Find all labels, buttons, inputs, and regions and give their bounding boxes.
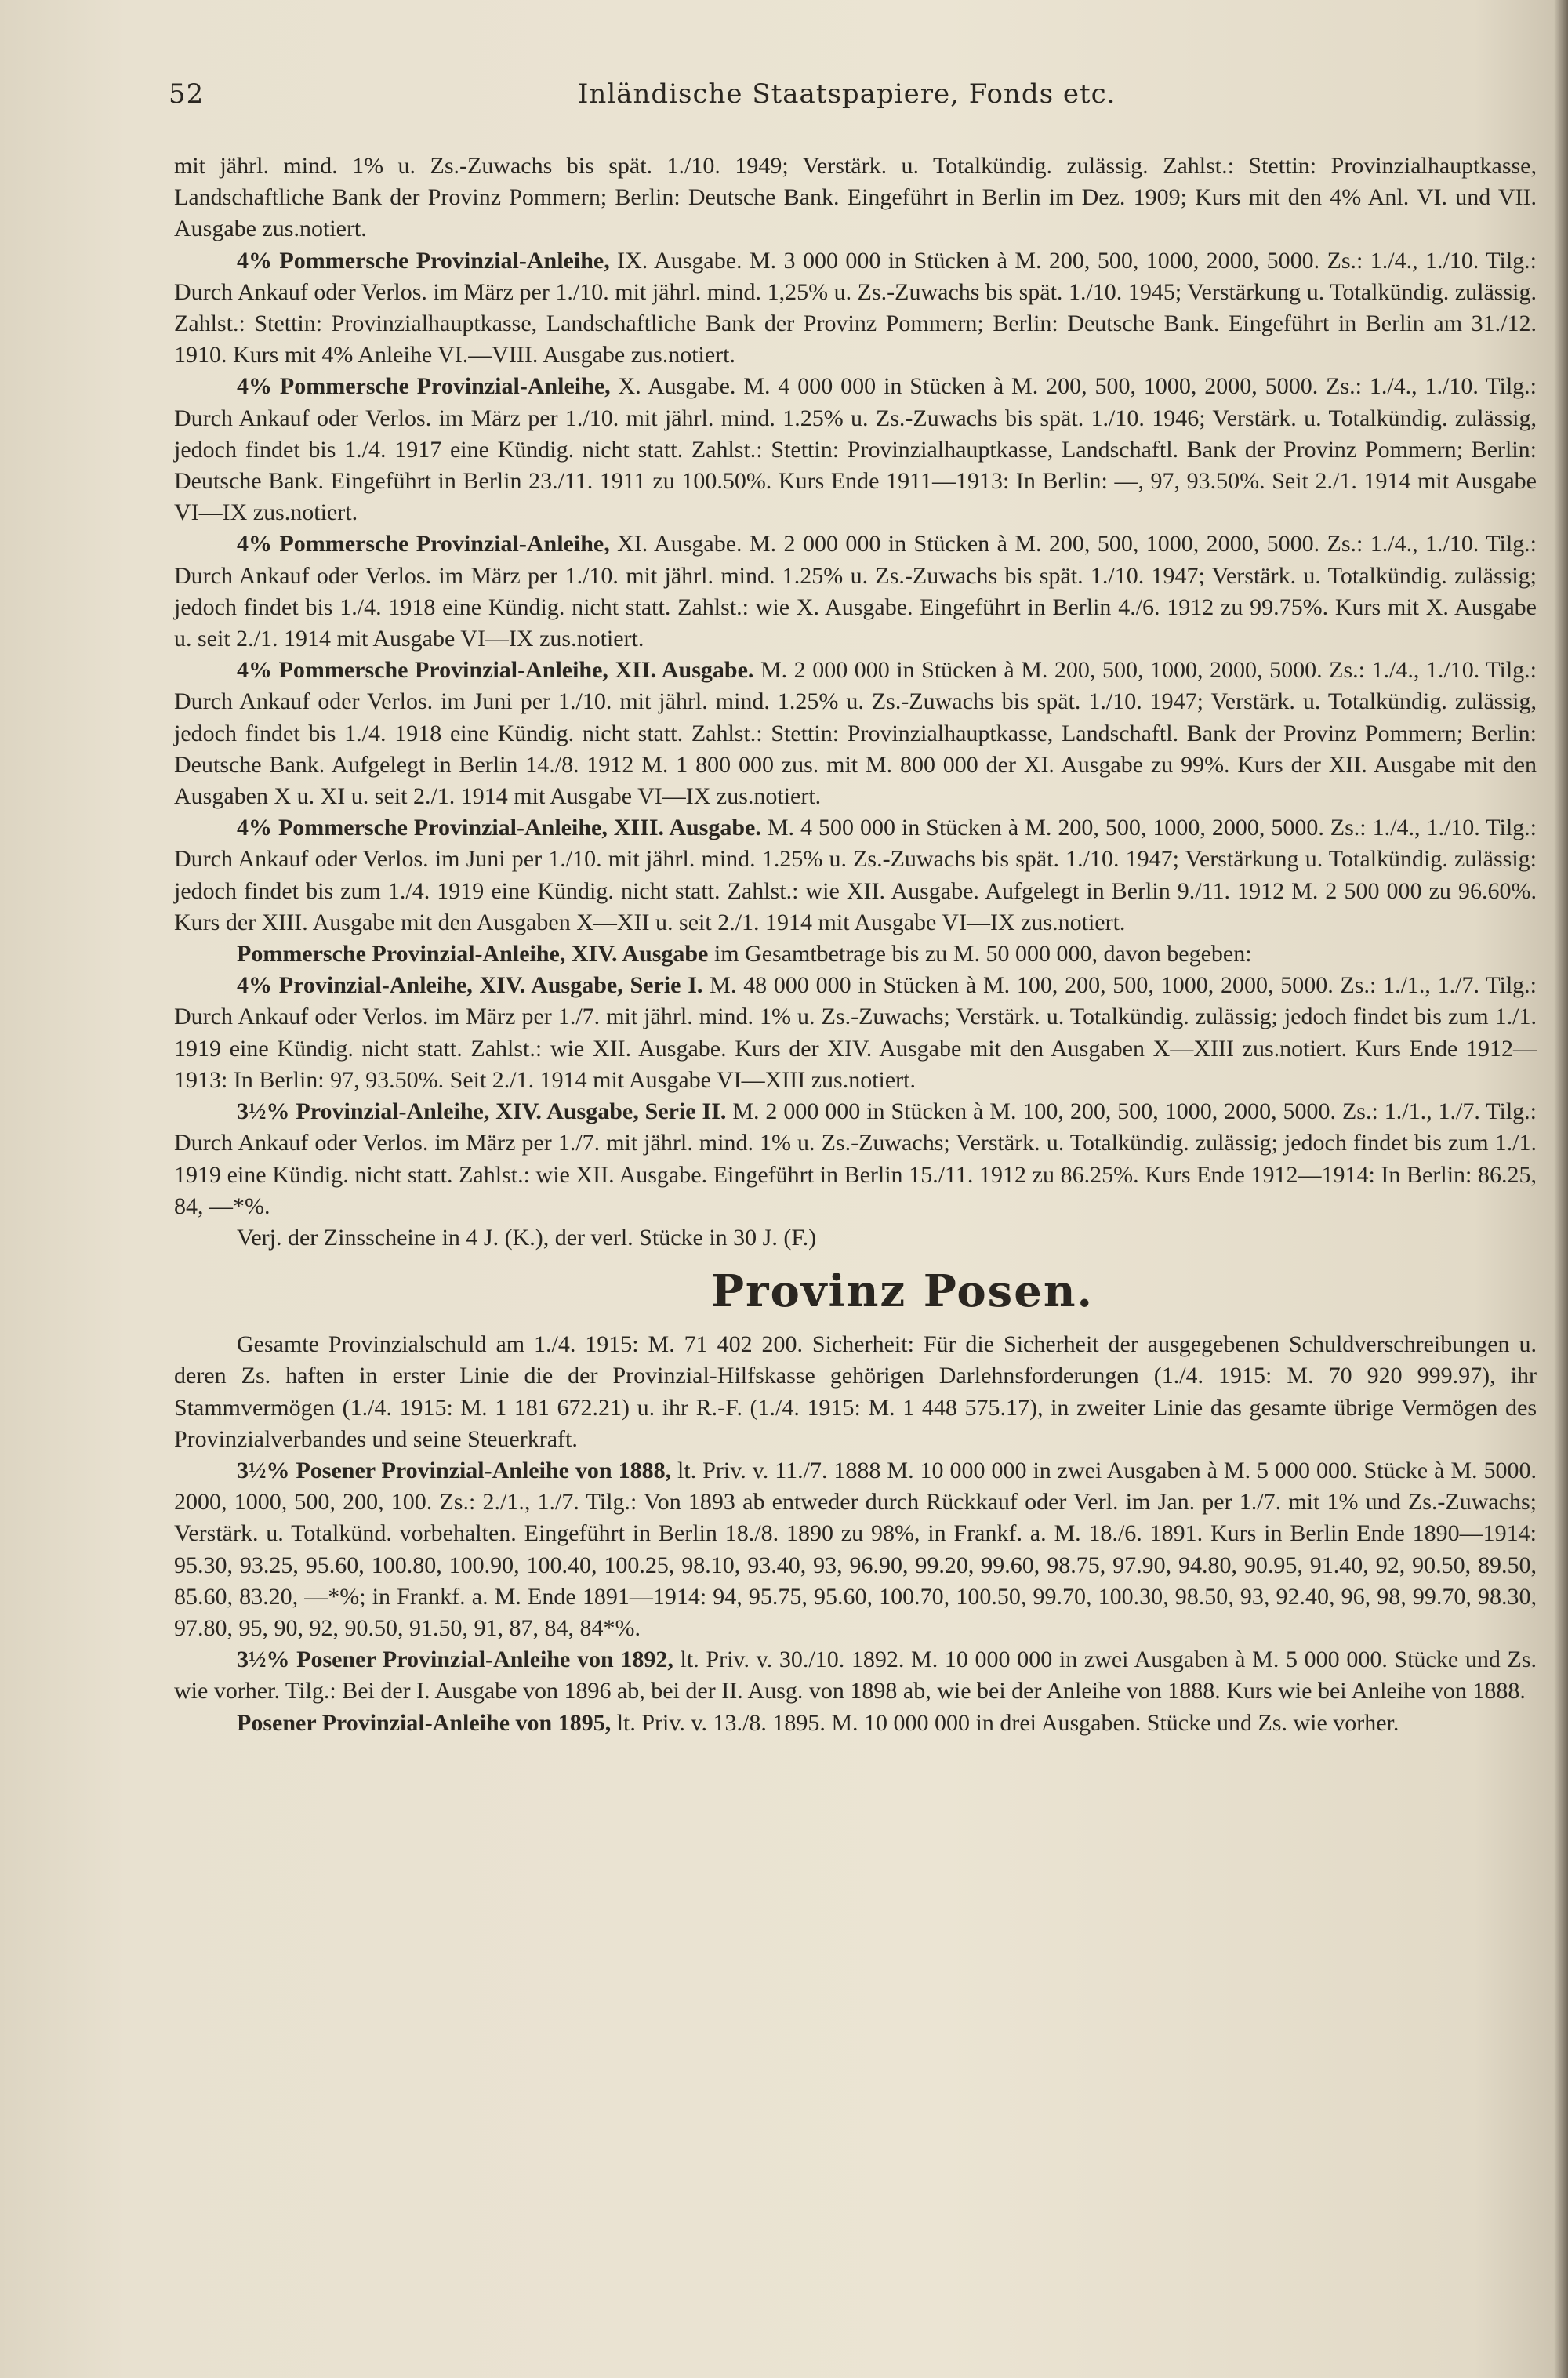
posen-anleihe-1895: Posener Provinzial-Anleihe von 1895, lt. Priv. v. 13./8. 1895. M. 10 000 000 in drei Ausgaben. Stücke und Zs. wie vorher.: [237, 1709, 1399, 1736]
running-header: [169, 72, 1541, 119]
paragraph-continuation: mit jährl. mind. 1% u. Zs.-Zuwachs bis spät. 1./10. 1949; Verstärk. u. Totalkündig. zulässig. Zahlst.: Stettin: Provinzialhauptkasse, Landschaftliche Bank der Provinz Pommern; Berlin: Deutsche Bank. Eingeführt in Berlin im Dez. 1909; Kurs mit den 4% Anl. VI. und VII. Ausgabe zus.notiert.: [174, 153, 1537, 242]
entry-ix: 4% Pommersche Provinzial-Anleihe, IX. Ausgabe. M. 3 000 000 in Stücken à M. 200, 500, 1000, 2000, 5000. Zs.: 1./4., 1./10. Tilg.: Durch Ankauf oder Verlos. im März per 1./10. mit jährl. mind. 1,25% u. Zs.-Zuwachs bis spät. 1./10. 1945; Verstärkung u. Totalkündig. zulässig. Zahlst.: Stettin: Provinzialhauptkasse, Landschaftliche Bank der Provinz Pommern; Berlin: Deutsche Bank. Eingeführt in Berlin am 31./12. 1910. Kurs mit 4% Anleihe VI.—VIII. Ausgabe zus.notiert.: [174, 247, 1537, 368]
page-body: [174, 151, 1537, 1739]
entry-xiii: 4% Pommersche Provinzial-Anleihe, XIII. Ausgabe. M. 4 500 000 in Stücken à M. 200, 500, 1000, 2000, 5000. Zs.: 1./4., 1./10. Tilg.: Durch Ankauf oder Verlos. im Juni per 1./10. mit jährl. mind. 1.25% u. Zs.-Zuwachs bis spät. 1./10. 1947; Verstärkung u. Totalkündig. zulässig: jedoch findet bis zum 1./4. 1919 eine Kündig. nicht statt. Zahlst.: wie XII. Ausgabe. Aufgelegt in Berlin 9./11. 1912 M. 2 500 000 zu 96.60%. Kurs der XIII. Ausgabe mit den Ausgaben X—XII u. seit 2./1. 1914 mit Ausgabe VI—IX zus.notiert.: [174, 815, 1537, 935]
page-edge-shadow: [1554, 0, 1568, 2378]
entry-x: 4% Pommersche Provinzial-Anleihe, X. Ausgabe. M. 4 000 000 in Stücken à M. 200, 500, 1000, 2000, 5000. Zs.: 1./4., 1./10. Tilg.: Durch Ankauf oder Verlos. im März per 1./10. mit jährl. mind. 1.25% u. Zs.-Zuwachs bis spät. 1./10. 1946; Verstärk. u. Totalkündig. zulässig, jedoch findet bis 1./4. 1917 eine Kündig. nicht statt. Zahlst.: Stettin: Provinzialhauptkasse, Landschaftl. Bank der Provinz Pommern; Berlin: Deutsche Bank. Eingeführt in Berlin 23./11. 1911 zu 100.50%. Kurs Ende 1911—1913: In Berlin: —, 97, 93.50%. Seit 2./1. 1914 mit Ausgabe VI—IX zus.notiert.: [174, 373, 1537, 526]
entry-xiv-serie-1: 4% Provinzial-Anleihe, XIV. Ausgabe, Serie I. M. 48 000 000 in Stücken à M. 100, 200, 500, 1000, 2000, 5000. Zs.: 1./1., 1./7. Tilg.: Durch Ankauf oder Verlos. im März per 1./7. mit jährl. mind. 1% u. Zs.-Zuwachs; Verstärk. u. Totalkündig. zulässig; jedoch findet bis zum 1./1. 1919 eine Kündig. nicht statt. Zahlst.: wie XII. Ausgabe. Kurs der XIV. Ausgabe mit den Ausgaben X—XIII zus.notiert. Kurs Ende 1912—1913: In Berlin: 97, 93.50%. Seit 2./1. 1914 mit Ausgabe VI—XIII zus.notiert.: [174, 972, 1537, 1093]
running-title: Inländische Staatspapiere, Fonds etc.: [578, 78, 1116, 110]
posen-anleihe-1888: 3½% Posener Provinzial-Anleihe von 1888, lt. Priv. v. 11./7. 1888 M. 10 000 000 in zwei Ausgaben à M. 5 000 000. Stücke à M. 5000. 2000, 1000, 500, 200, 100. Zs.: 2./1., 1./7. Tilg.: Von 1893 ab entweder durch Rückkauf oder Verl. im Jan. per 1./7. mit 1% und Zs.-Zuwachs; Verstärk. u. Totalkünd. vorbehalten. Eingeführt in Berlin 18./8. 1890 zu 98%, in Frankf. a. M. 18./6. 1891. Kurs in Berlin Ende 1890—1914: 95.30, 93.25, 95.60, 100.80, 100.90, 100.40, 100.25, 98.10, 93.40, 93, 96.90, 99.20, 99.60, 98.75, 97.90, 94.80, 90.95, 91.40, 92, 90.50, 89.50, 85.60, 83.20, —*%; in Frankf. a. M. Ende 1891—1914: 94, 95.75, 95.60, 100.70, 100.50, 99.70, 100.30, 98.50, 93, 92.40, 96, 98, 99.70, 98.30, 97.80, 95, 90, 92, 90.50, 91.50, 91, 87, 84, 84*%.: [174, 1457, 1537, 1641]
entry-xii: 4% Pommersche Provinzial-Anleihe, XII. Ausgabe. M. 2 000 000 in Stücken à M. 200, 500, 1000, 2000, 5000. Zs.: 1./4., 1./10. Tilg.: Durch Ankauf oder Verlos. im Juni per 1./10. mit jährl. mind. 1.25% u. Zs.-Zuwachs bis spät. 1./10. 1947; Verstärk. u. Totalkündig. zulässig, jedoch findet bis 1./4. 1918 eine Kündig. nicht statt. Zahlst.: Stettin: Provinzialhauptkasse, Landschaftl. Bank der Provinz Pommern; Berlin: Deutsche Bank. Aufgelegt in Berlin 14./8. 1912 M. 1 800 000 zus. mit M. 800 000 der XI. Ausgabe zu 99%. Kurs der XII. Ausgabe mit den Ausgaben X u. XI u. seit 2./1. 1914 mit Ausgabe VI—IX zus.notiert.: [174, 657, 1537, 810]
entry-xi: 4% Pommersche Provinzial-Anleihe, XI. Ausgabe. M. 2 000 000 in Stücken à M. 200, 500, 1000, 2000, 5000. Zs.: 1./4., 1./10. Tilg.: Durch Ankauf oder Verlos. im März per 1./10. mit jährl. mind. 1.25% u. Zs.-Zuwachs bis spät. 1./10. 1947; Verstärk. u. Totalkündig. zulässig; jedoch findet bis 1./4. 1918 eine Kündig. nicht statt. Zahlst.: wie X. Ausgabe. Eingeführt in Berlin 4./6. 1912 zu 99.75%. Kurs mit X. Ausgabe u. seit 2./1. 1914 mit Ausgabe VI—IX zus.notiert.: [174, 531, 1537, 652]
section-title: Provinz Posen.: [710, 1265, 1094, 1318]
entry-xiv: Pommersche Provinzial-Anleihe, XIV. Ausgabe im Gesamtbetrage bis zu M. 50 000 000, davon begeben:: [237, 941, 1252, 968]
page-number: 52: [169, 78, 205, 110]
posen-anleihe-1892: 3½% Posener Provinzial-Anleihe von 1892, lt. Priv. v. 30./10. 1892. M. 10 000 000 in zwei Ausgaben à M. 5 000 000. Stücke und Zs. wie vorher. Tilg.: Bei der I. Ausgabe von 1896 ab, bei der II. Ausg. von 1898 ab, wie bei der Anleihe von 1888. Kurs wie bei Anleihe von 1888.: [174, 1646, 1537, 1705]
entry-xiv-serie-2: 3½% Provinzial-Anleihe, XIV. Ausgabe, Serie II. M. 2 000 000 in Stücken à M. 100, 200, 500, 1000, 2000, 5000. Zs.: 1./1., 1./7. Tilg.: Durch Ankauf oder Verlos. im März per 1./7. mit jährl. mind. 1% u. Zs.-Zuwachs; Verstärk. u. Totalkündig. zulässig; jedoch findet bis zum 1./1. 1919 eine Kündig. nicht statt. Zahlst.: wie XII. Ausgabe. Eingeführt in Berlin 15./11. 1912 zu 86.25%. Kurs Ende 1912—1914: In Berlin: 86.25, 84, —*%.: [174, 1098, 1537, 1219]
posen-intro: Gesamte Provinzialschuld am 1./4. 1915: M. 71 402 200. Sicherheit: Für die Sicherheit der ausgegebenen Schuldverschreibungen u. deren Zs. haften in erster Linie die der Provinzial-Hilfskasse gehörigen Darlehnsforderungen (1./4. 1915: M. 70 920 999.97), ihr Stammvermögen (1./4. 1915: M. 1 181 672.21) u. ihr R.-F. (1./4. 1915: M. 1 448 575.17), in zweiter Linie das gesamte übrige Vermögen des Provinzialverbandes und seine Steuerkraft.: [174, 1331, 1537, 1452]
verjaehrung-note: Verj. der Zinsscheine in 4 J. (K.), der verl. Stücke in 30 J. (F.): [237, 1224, 817, 1251]
